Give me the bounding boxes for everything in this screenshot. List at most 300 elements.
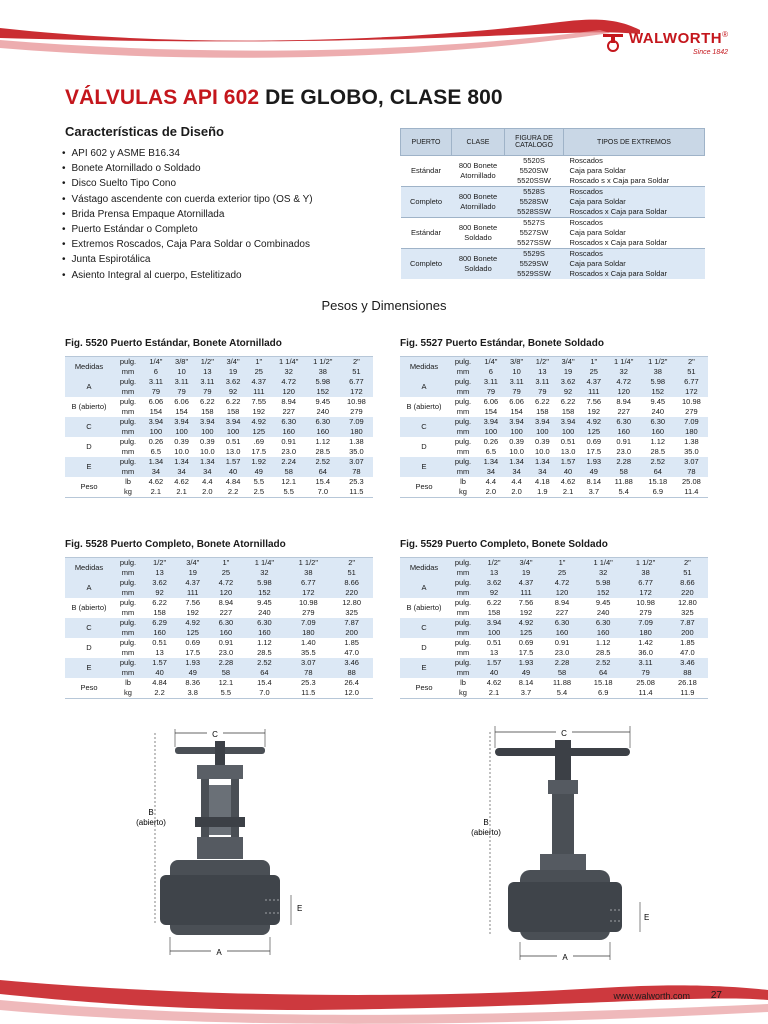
dim-row-label: D [421, 643, 427, 652]
dim-row [400, 678, 708, 688]
dim-value: 23.0 [281, 447, 297, 456]
dim-row-label: A [65, 578, 113, 598]
dim-value: 11.9 [680, 688, 695, 697]
dim-value: 4.37 [581, 377, 607, 387]
dim-a-label-right: A [562, 953, 568, 962]
dim-value: 92 [478, 588, 510, 598]
dim-value: 3.07 [286, 658, 330, 668]
dim-value: 4.92 [176, 618, 209, 628]
dim-value: 3.46 [330, 658, 373, 668]
dim-size-mm: 19 [176, 568, 209, 578]
dim-value: 7.09 [340, 417, 373, 427]
dim-size-row [400, 558, 708, 569]
dim-value: 88 [330, 668, 373, 678]
dim-value: 3.11 [143, 377, 169, 387]
dim-row-label: E [65, 658, 113, 678]
dim-value: 8.94 [281, 397, 297, 406]
page-title-red: VÁLVULAS API 602 [65, 86, 260, 109]
brand-reg: ® [722, 30, 728, 39]
feature-item: • Asiento Integral al cuerpo, Estelitizado [62, 268, 313, 283]
dim-row [65, 377, 373, 387]
dim-value: 158 [561, 407, 575, 416]
dim-size-pulg: 2" [340, 357, 373, 368]
spec-figura: 5529SW [505, 259, 564, 269]
dim-value: 2.52 [641, 457, 675, 467]
dim-value: 40 [143, 668, 176, 678]
brand-name: WALWORTH [628, 30, 723, 47]
dim-value: 3.94 [478, 618, 510, 628]
dim-value: .69 [253, 437, 265, 446]
dim-value: 17.5 [586, 447, 602, 456]
dim-value: 200 [667, 628, 708, 638]
dim-value: 4.4 [485, 477, 497, 486]
dim-value: 1.85 [680, 638, 695, 647]
dim-value: 160 [641, 427, 675, 437]
dim-value: 1.42 [638, 638, 653, 647]
dim-value: 6.30 [542, 618, 582, 628]
dim-unit: pulg. [448, 578, 478, 588]
dim-d-label-left: D [283, 902, 289, 911]
dim-value: 5.5 [283, 487, 294, 496]
dim-row [400, 598, 708, 608]
dim-unit: lb [460, 477, 466, 486]
dim-row [65, 678, 373, 688]
dim-size-pulg: 1" [542, 558, 582, 569]
dim-unit: mm [113, 668, 143, 678]
dim-unit: pulg. [113, 658, 143, 668]
dim-row-label: C [65, 417, 113, 437]
spec-clase: 800 Bonete Atornillado [458, 161, 498, 180]
dim-value: 158 [536, 407, 549, 416]
dim-value: 6.30 [607, 417, 641, 427]
dim-value: 92 [143, 588, 176, 598]
spec-extremo: Caja para Soldar [564, 259, 705, 269]
dim-unit: pulg. [448, 377, 478, 387]
dim-value: 0.39 [535, 437, 550, 446]
dim-size-pulg: 1 1/4" [272, 357, 306, 368]
dim-value: 47.0 [680, 648, 695, 657]
dim-value: 34 [529, 467, 555, 477]
dim-c-label-right: C [561, 729, 567, 738]
spec-extremo: Roscados x Caja para Soldar [564, 269, 705, 279]
dim-value: 3.11 [529, 377, 555, 387]
dim-unit: mm [113, 427, 143, 437]
dim-value: 4.92 [246, 417, 272, 427]
dim-value: 100 [194, 427, 220, 437]
dim-value: 2.1 [488, 688, 500, 697]
dim-value: 0.51 [486, 638, 502, 647]
dim-value: 3.94 [529, 417, 555, 427]
dim-value: 325 [681, 608, 694, 617]
dim-value: 220 [667, 588, 708, 598]
dim-value: 8.66 [667, 578, 708, 588]
feature-item: • Disco Suelto Tipo Cono [62, 176, 313, 191]
dim-value: 3.7 [520, 688, 532, 697]
dim-value: 4.62 [486, 678, 502, 687]
dim-value: 4.62 [560, 477, 576, 486]
dim-value: 40 [555, 467, 581, 477]
dim-row-label: C [65, 618, 113, 638]
features-heading: Características de Diseño [65, 124, 224, 139]
dim-c-label-left: C [212, 730, 218, 739]
dim-value: 160 [582, 628, 624, 638]
dim-size-mm: 32 [607, 367, 641, 377]
dim-size-mm: 32 [242, 568, 286, 578]
dim-size-mm: 51 [675, 367, 708, 377]
dim-value: 120 [607, 387, 641, 397]
footer-url-link[interactable]: www.walworth.com [613, 991, 690, 1001]
dim-value: 6.22 [225, 397, 241, 406]
brand-logo [629, 30, 728, 56]
dim-value: 6.06 [483, 397, 499, 406]
dim-unit: mm [113, 387, 143, 397]
dim-value: 0.39 [509, 437, 524, 446]
dim-value: 12.1 [218, 678, 234, 687]
dim-row-label: E [400, 658, 448, 678]
dim-value: 2.28 [607, 457, 641, 467]
dim-value: 78 [286, 668, 330, 678]
dim-value: 15.18 [593, 678, 613, 687]
dim-size-pulg: 1" [581, 357, 607, 368]
dim-value: 1.40 [301, 638, 316, 647]
dim-value: 8.94 [616, 397, 632, 406]
dim-value: 2.0 [511, 487, 522, 496]
dim-value: 6.5 [150, 447, 162, 456]
dim-row-label: A [400, 578, 448, 598]
dim-row [400, 417, 708, 427]
dim-unit: pulg. [448, 417, 478, 427]
dim-value: 5.4 [556, 688, 568, 697]
dim-value: 6.06 [174, 397, 189, 406]
dim-value: 25.3 [349, 477, 364, 486]
dim-e-label-right: E [644, 913, 650, 922]
dim-value: 28.5 [595, 648, 611, 657]
dim-size-row [400, 357, 708, 368]
dim-unit: pulg. [113, 377, 143, 387]
dim-value: 34 [143, 467, 169, 477]
dim-value: 5.98 [582, 578, 624, 588]
dim-value: 172 [624, 588, 666, 598]
dim-value: 4.37 [246, 377, 272, 387]
dim-value: 9.45 [257, 598, 272, 607]
feature-item: • Brida Prensa Empaque Atornillada [62, 207, 313, 222]
dim-b-label-left: B [148, 808, 154, 817]
dim-value: 10.98 [636, 598, 655, 607]
dim-row [400, 397, 708, 407]
dim-value: 10.0 [174, 447, 189, 456]
dim-unit: mm [448, 387, 478, 397]
dim-value: 158 [201, 407, 214, 416]
dim-unit: pulg. [454, 598, 472, 607]
dim-unit: lb [460, 678, 466, 687]
dim-value: 100 [478, 427, 504, 437]
dim-value: 25.08 [636, 678, 655, 687]
dim-value: 227 [282, 407, 295, 416]
dim-value: 2.2 [154, 688, 165, 697]
dim-value: 49 [176, 668, 209, 678]
dim-value: 15.4 [315, 477, 331, 486]
dim-value: 58 [542, 668, 582, 678]
dim-size-mm: 19 [555, 367, 581, 377]
dim-value: 4.62 [148, 477, 164, 486]
dim-value: 1.12 [595, 638, 611, 647]
dim-row [65, 397, 373, 407]
dim-row-label: E [400, 457, 448, 477]
page-title [65, 86, 503, 110]
dim-size-pulg: 1 1/2" [624, 558, 666, 569]
dim-value: 125 [246, 427, 272, 437]
dim-row [400, 658, 708, 668]
dim-size-mm: 38 [306, 367, 340, 377]
dim-value: 3.94 [504, 417, 530, 427]
dim-value: 240 [316, 407, 330, 416]
dim-unit: mm [456, 447, 470, 456]
dim-value: 3.11 [194, 377, 220, 387]
spec-figura: 5520SSW [517, 176, 551, 185]
dim-size-mm: 19 [220, 367, 246, 377]
dim-value: 1.57 [555, 457, 581, 467]
dim-value: 0.39 [200, 437, 215, 446]
dim-size-mm: 25 [581, 367, 607, 377]
dim-row-label: E [65, 457, 113, 477]
dim-value: 172 [340, 387, 373, 397]
dim-value: 79 [169, 387, 195, 397]
dim-value: 125 [581, 427, 607, 437]
spec-row [401, 187, 705, 198]
dim-size-pulg: 1" [209, 558, 242, 569]
dim-value: 2.52 [582, 658, 624, 668]
dim-value: 3.62 [143, 578, 176, 588]
dim-value: 3.94 [555, 417, 581, 427]
dim-value: 3.62 [478, 578, 510, 588]
dim-size-mm: 13 [194, 367, 220, 377]
dim-unit: mm [113, 568, 143, 578]
dim-value: 5.5 [220, 688, 232, 697]
dim-size-pulg: 1/2" [478, 558, 510, 569]
spec-extremo: Roscados [564, 249, 705, 260]
spec-extremo: Caja para Soldar [569, 228, 626, 237]
dim-value: 1.92 [246, 457, 272, 467]
dim-size-mm: 25 [246, 367, 272, 377]
dim-row [400, 618, 708, 628]
dim-value: 2.0 [485, 487, 497, 496]
spec-clase: 800 Bonete Atornillado [452, 187, 505, 218]
dim-medidas-label: Medidas [400, 357, 448, 378]
dim-value: 6.5 [485, 447, 497, 456]
dim-value: 160 [306, 427, 340, 437]
dim-value: 11.88 [614, 477, 633, 486]
dim-value: 7.56 [586, 397, 602, 406]
spec-header-cell: TIPOS DE EXTREMOS [564, 129, 705, 156]
dim-value: 4.84 [225, 477, 241, 486]
dim-value: 8.36 [185, 678, 201, 687]
dim-value: 100 [169, 427, 195, 437]
dim-value: 1.93 [510, 658, 542, 668]
dim-value: 64 [641, 467, 675, 477]
dim-value: 0.91 [616, 437, 632, 446]
dim-value: 4.37 [176, 578, 209, 588]
dim-row [65, 598, 373, 608]
dim-value: 4.72 [272, 377, 306, 387]
dim-value: 6.06 [509, 397, 524, 406]
dim-unit: lb [125, 477, 131, 486]
spec-figura: 5527S [505, 218, 564, 229]
dim-row [65, 417, 373, 427]
dim-value: 5.98 [306, 377, 340, 387]
dim-value: 0.91 [281, 437, 297, 446]
dim-value: 0.69 [518, 638, 534, 647]
dim-unit: mm [456, 648, 470, 657]
dim-unit: pulg. [454, 397, 472, 406]
feature-item: • Extremos Roscados, Caja Para Soldar o Combinados [62, 237, 313, 252]
dim-unit: mm [113, 367, 143, 377]
dim-value: 180 [340, 427, 373, 437]
dim-value: 6.9 [597, 688, 609, 697]
dim-unit: mm [448, 467, 478, 477]
dim-value: 2.28 [542, 658, 582, 668]
spec-puerto: Completo [401, 187, 452, 218]
dim-value: 120 [272, 387, 306, 397]
dim-size-mm: 25 [542, 568, 582, 578]
dim-unit: pulg. [454, 638, 472, 647]
dim-value: 200 [330, 628, 373, 638]
dim-value: 4.4 [511, 477, 522, 486]
dim-value: 40 [220, 467, 246, 477]
dim-size-pulg: 2" [675, 357, 708, 368]
dim-value: 4.4 [202, 477, 213, 486]
page-title-black: DE GLOBO, CLASE 800 [265, 86, 503, 109]
dim-row-label: B (abierto) [406, 402, 442, 411]
dim-b-sub-left: (abierto) [136, 818, 166, 827]
dim-b-sub-right: (abierto) [471, 828, 501, 837]
dim-row [400, 638, 708, 648]
dim-value: 12.1 [281, 477, 297, 486]
dim-size-mm: 51 [340, 367, 373, 377]
dim-unit: mm [448, 668, 478, 678]
dim-size-pulg: 2" [330, 558, 373, 569]
spec-extremo: Roscados [564, 218, 705, 229]
spec-figura: 5520SW [519, 166, 549, 175]
dim-value: 6.22 [535, 397, 550, 406]
dim-value: 3.11 [478, 377, 504, 387]
dim-unit: mm [121, 648, 135, 657]
dim-value: 3.7 [588, 487, 600, 496]
spec-figura: 5529S [505, 249, 564, 260]
dim-size-pulg: 2" [667, 558, 708, 569]
spec-figura: 5528SW [505, 197, 564, 207]
dim-value: 1.93 [176, 658, 209, 668]
dim-table-5528 [65, 557, 373, 699]
dim-unit: mm [448, 568, 478, 578]
dim-value: 23.0 [554, 648, 570, 657]
dim-value: 1.57 [220, 457, 246, 467]
spec-table [400, 128, 705, 279]
dim-value: 8.66 [330, 578, 373, 588]
dim-size-mm: 10 [504, 367, 530, 377]
dim-value: 12.80 [342, 598, 362, 607]
dim-value: 240 [651, 407, 665, 416]
dim-value: 1.38 [349, 437, 364, 446]
dim-value: 3.94 [478, 417, 504, 427]
dim-unit: mm [456, 407, 470, 416]
dim-value: 2.28 [209, 658, 242, 668]
dim-unit: kg [124, 487, 132, 496]
dim-value: 3.11 [169, 377, 195, 387]
dim-size-mm: 51 [330, 568, 373, 578]
dim-value: 9.45 [315, 397, 331, 406]
dim-unit: mm [113, 628, 143, 638]
dim-unit: pulg. [119, 598, 137, 607]
dim-size-mm: 32 [272, 367, 306, 377]
dim-value: 180 [286, 628, 330, 638]
dim-size-pulg: 3/8" [169, 357, 195, 368]
dim-table-5527 [400, 356, 708, 498]
dim-value: 28.5 [650, 447, 666, 456]
dim-value: 0.39 [174, 437, 189, 446]
dim-value: 6.77 [340, 377, 373, 387]
dim-row [400, 578, 708, 588]
dim-value: 7.56 [185, 598, 201, 607]
dim-unit: mm [121, 447, 135, 456]
dim-value: 23.0 [218, 648, 234, 657]
dim-value: 180 [624, 628, 666, 638]
dim-value: 1.34 [194, 457, 220, 467]
dim-value: 64 [582, 668, 624, 678]
dim-row [400, 477, 708, 487]
dim-value: 0.51 [152, 638, 167, 647]
dim-value: 28.5 [315, 447, 331, 456]
dim-value: 6.30 [242, 618, 286, 628]
dim-value: 4.37 [510, 578, 542, 588]
dim-unit: mm [448, 427, 478, 437]
dim-value: 40 [478, 668, 510, 678]
dim-size-mm: 6 [143, 367, 169, 377]
dim-size-mm: 6 [478, 367, 504, 377]
dim-value: 279 [350, 407, 363, 416]
dim-value: 172 [286, 588, 330, 598]
dim-value: 7.56 [518, 598, 534, 607]
dim-size-mm: 13 [143, 568, 176, 578]
dim-size-mm: 13 [478, 568, 510, 578]
dim-value: 10.98 [682, 397, 701, 406]
spec-header-cell: PUERTO [401, 129, 452, 156]
dim-value: 3.11 [504, 377, 530, 387]
dim-value: 2.52 [306, 457, 340, 467]
spec-figura: 5527SSW [517, 238, 551, 247]
dim-value: 2.1 [150, 487, 162, 496]
dim-value: 23.0 [616, 447, 632, 456]
spec-row [401, 249, 705, 260]
dim-value: 78 [340, 467, 373, 477]
dim-size-pulg: 3/4" [555, 357, 581, 368]
dim-value: 12.0 [344, 688, 359, 697]
dim-value: 4.72 [209, 578, 242, 588]
dim-value: 79 [194, 387, 220, 397]
spec-puerto: Estándar [410, 166, 442, 175]
dim-value: 220 [330, 588, 373, 598]
spec-figura: 5520S [523, 156, 545, 165]
dim-size-row [65, 558, 373, 569]
dim-value: 125 [510, 628, 542, 638]
dim-value: 1.38 [684, 437, 699, 446]
dim-value: 2.24 [272, 457, 306, 467]
dim-value: 111 [246, 387, 272, 397]
dim-value: 12.80 [678, 598, 697, 607]
dim-value: 154 [149, 407, 163, 416]
dim-table-5520 [65, 356, 373, 498]
dim-value: 35.0 [684, 447, 699, 456]
dim-value: 4.62 [174, 477, 189, 486]
